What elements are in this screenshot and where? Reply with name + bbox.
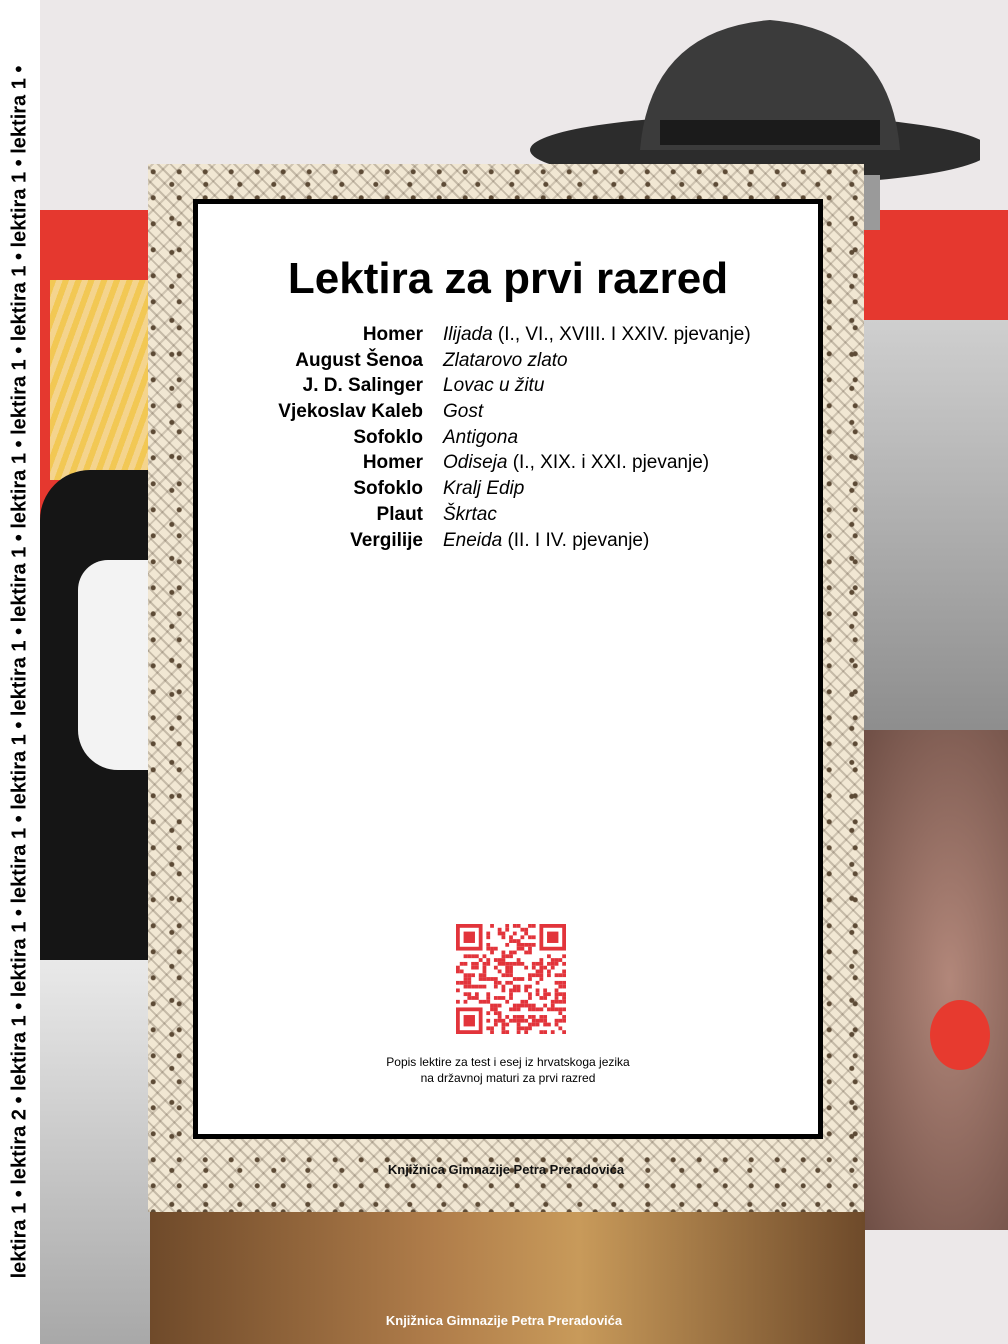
reading-title: Ilijada	[443, 324, 493, 345]
reading-work	[443, 425, 518, 451]
reading-note: (II. I IV. pjevanje)	[502, 529, 650, 551]
reading-author: August Šenoa	[295, 349, 423, 371]
reading-work	[443, 450, 709, 476]
theatre-mask-image	[862, 730, 1008, 1230]
reading-note: (I., VI., XVIII. I XXIV. pjevanje)	[492, 324, 751, 345]
reading-work	[443, 502, 497, 528]
reading-title: Kralj Edip	[443, 478, 525, 500]
qr-code[interactable]	[456, 924, 566, 1034]
qr-caption-line-1: Popis lektire za test i esej iz hrvatskoga jezika	[386, 1055, 630, 1069]
qr-caption-line-2: na državnoj maturi za prvi razred	[420, 1071, 596, 1085]
frame-footer-text: Knjižnica Gimnazije Petra Preradovića	[387, 1162, 625, 1177]
reading-work	[443, 399, 483, 425]
reading-author: Sofoklo	[353, 478, 423, 500]
reading-note: (I., XIX. i XXI. pjevanje)	[507, 452, 710, 474]
reading-author: J. D. Salinger	[302, 375, 423, 397]
reading-title: Antigona	[443, 426, 519, 448]
reading-work	[443, 348, 568, 374]
side-banner-text: lektira 1 • lektira 2 • lektira 1 • lektira 1 • lektira 1 • lektira 1 • lektira 1 • lektira 1 • lektira 1 • lektira 1 • lektira 1 • lektira 1 • lektira 1 •	[8, 65, 31, 1279]
reading-work	[443, 373, 544, 399]
reading-title: Odiseja	[443, 452, 508, 474]
reading-row	[198, 476, 818, 502]
reading-title: Škrtac	[443, 503, 497, 525]
reading-author: Homer	[362, 452, 423, 474]
reading-row	[198, 528, 818, 554]
reading-title: Lovac u žitu	[443, 375, 545, 397]
reading-author: Vergilije	[350, 529, 423, 551]
mask-eye-hole	[930, 1000, 990, 1070]
yellow-ribbons	[50, 280, 160, 480]
reading-list	[198, 322, 818, 553]
reading-row	[198, 373, 818, 399]
reading-row	[198, 348, 818, 374]
reading-work	[443, 476, 524, 502]
side-strip	[0, 0, 40, 1344]
page-title: Lektira za prvi razred	[287, 254, 729, 303]
reading-row	[198, 322, 818, 348]
reading-row	[198, 399, 818, 425]
reading-title: Gost	[443, 401, 484, 423]
reading-author: Plaut	[376, 503, 423, 525]
reading-row	[198, 502, 818, 528]
reading-author: Vjekoslav Kaleb	[278, 401, 423, 423]
roman-bust-image	[860, 320, 1008, 740]
page-footer-text: Knjižnica Gimnazije Petra Preradovića	[385, 1313, 623, 1328]
reading-row	[198, 425, 818, 451]
reading-author: Homer	[362, 324, 423, 345]
reading-work	[443, 528, 649, 554]
reading-work	[443, 322, 751, 348]
reading-title: Eneida	[443, 529, 503, 551]
reading-list-card	[193, 199, 823, 1139]
reading-row	[198, 450, 818, 476]
dog-white-chest	[78, 560, 148, 770]
qr-caption	[198, 1054, 818, 1086]
reading-title: Zlatarovo zlato	[443, 349, 568, 371]
reading-author: Sofoklo	[353, 426, 423, 448]
